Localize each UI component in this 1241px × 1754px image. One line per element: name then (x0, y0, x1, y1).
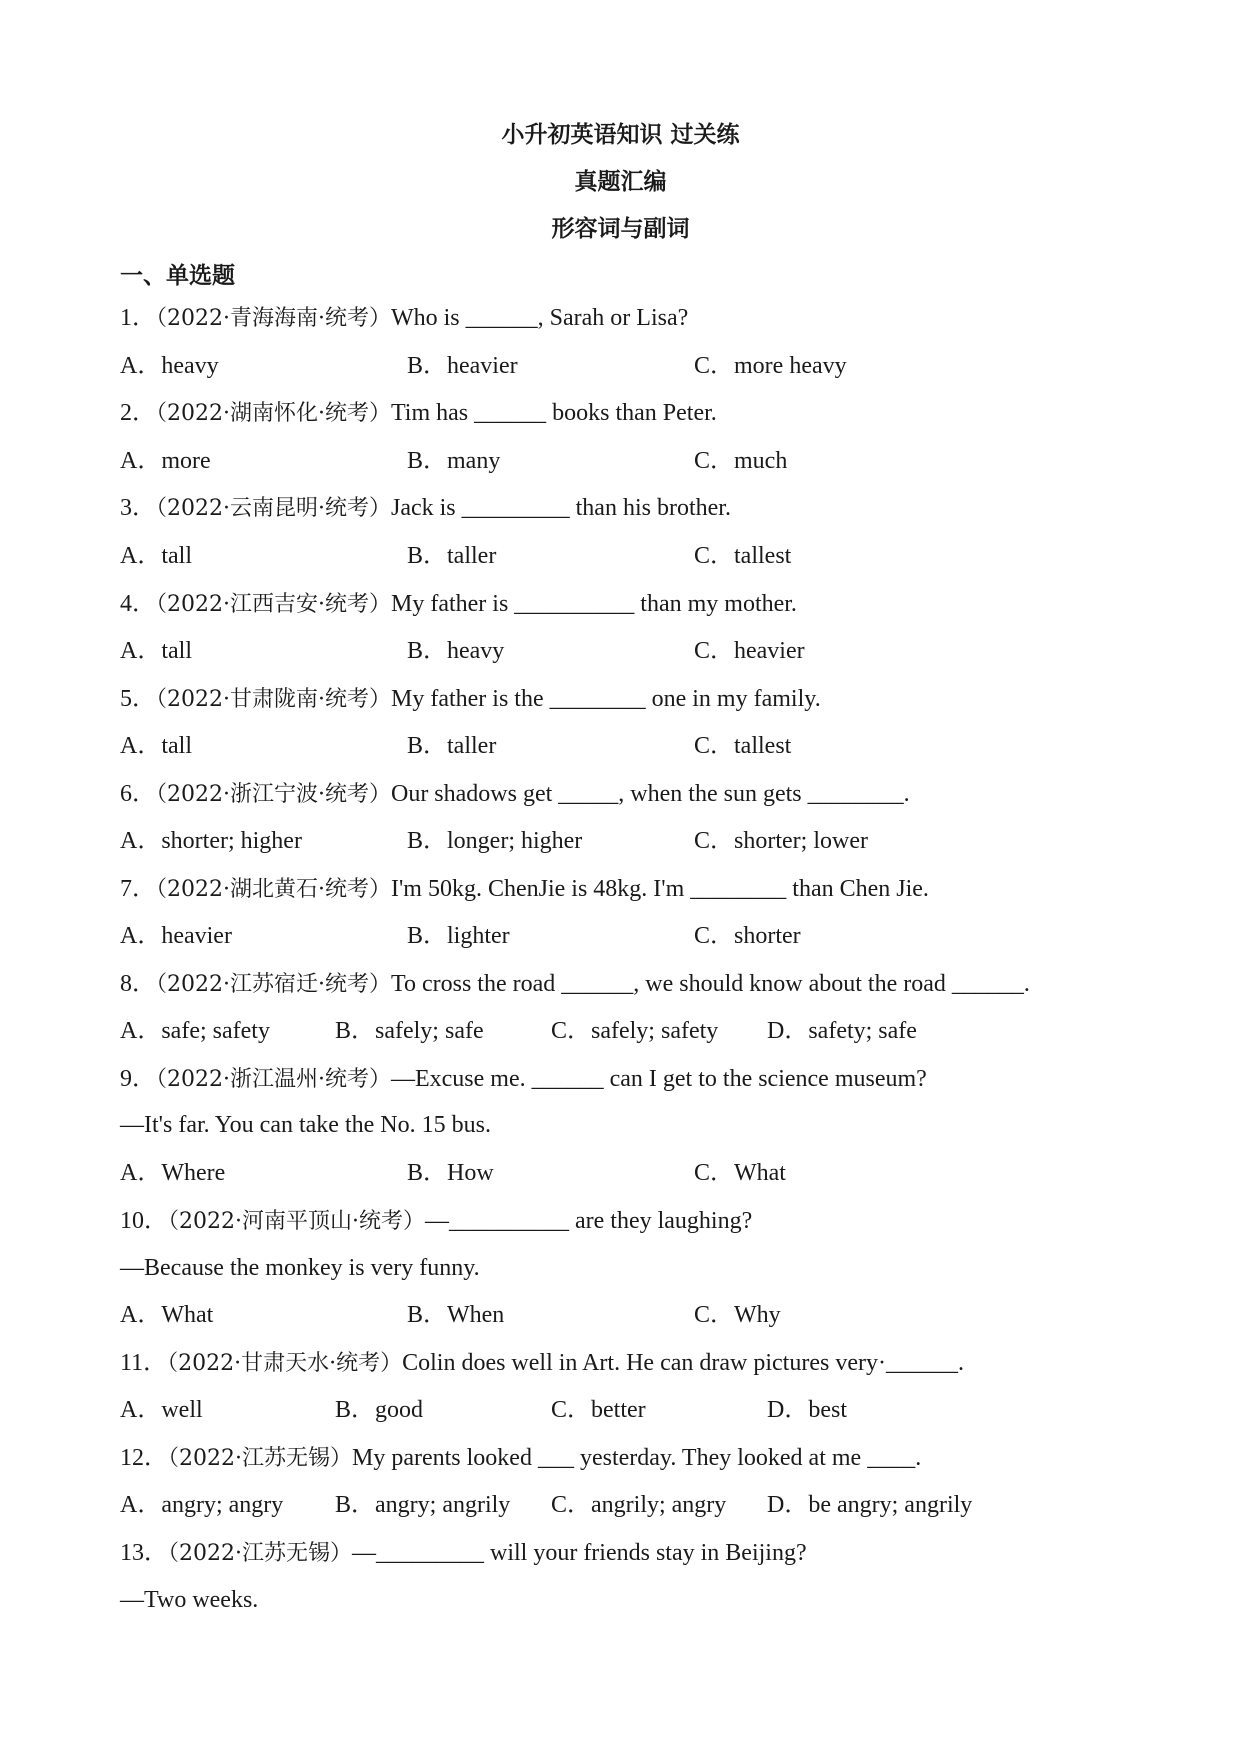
question-source: （2022·甘肃天水·统考） (167, 1351, 403, 1376)
option-c: C．better (551, 1397, 646, 1423)
question-10-reply: —Because the monkey is very funny. (120, 1255, 480, 1281)
question-stem: Tim has ______ books than Peter. (390, 400, 717, 426)
option-c: C．safely; safety (551, 1018, 719, 1044)
question-4 (120, 589, 797, 620)
question-stem: Who is ______, Sarah or Lisa? (390, 305, 689, 331)
option-c: C．Why (694, 1302, 781, 1328)
question-13 (120, 1538, 807, 1569)
option-b: B．heavy (407, 638, 505, 664)
option-a: A．more (120, 448, 211, 474)
option-c: C．tallest (694, 733, 792, 759)
option-a: A．heavier (120, 923, 232, 949)
option-c: C．more heavy (694, 353, 847, 379)
question-number: 1． (120, 305, 156, 331)
question-9-reply: —It's far. You can take the No. 15 bus. (120, 1112, 491, 1138)
option-a: A．tall (120, 733, 192, 759)
option-b: B．longer; higher (407, 828, 583, 854)
option-a: A．shorter; higher (120, 828, 302, 854)
option-d: D．safety; safe (767, 1018, 917, 1044)
question-source: （2022·河南平顶山·统考） (168, 1209, 425, 1234)
question-12 (120, 1443, 921, 1474)
question-stem: Colin does well in Art. He can draw pictures very·______. (402, 1350, 964, 1376)
document-subtitle: 真题汇编 (574, 169, 667, 195)
option-b: B．taller (407, 543, 497, 569)
question-stem: Our shadows get _____, when the sun gets ________. (390, 781, 910, 807)
option-c: C．much (694, 448, 788, 474)
question-stem: —_________ will your friends stay in Beijing? (351, 1540, 807, 1566)
option-b: B．safely; safe (335, 1018, 484, 1044)
option-a: A．What (120, 1302, 214, 1328)
question-number: 4． (120, 591, 156, 617)
question-number: 10． (120, 1208, 168, 1234)
question-stem: To cross the road ______, we should know about the road ______. (390, 971, 1030, 997)
question-source: （2022·浙江宁波·统考） (156, 782, 391, 807)
option-a: A．heavy (120, 353, 219, 379)
question-7 (120, 874, 929, 905)
option-b: B．lighter (407, 923, 510, 949)
option-d: D．best (767, 1397, 847, 1423)
topic-title: 形容词与副词 (551, 216, 690, 242)
question-source: （2022·云南昆明·统考） (156, 496, 391, 521)
question-number: 9． (120, 1066, 156, 1092)
question-source: （2022·江苏无锡） (168, 1541, 352, 1566)
question-13-reply: —Two weeks. (120, 1587, 259, 1613)
option-b: B．many (407, 448, 501, 474)
question-8 (120, 969, 1030, 1000)
question-1 (120, 303, 688, 334)
option-c: C．angrily; angry (551, 1492, 727, 1518)
option-c: C．What (694, 1160, 786, 1186)
option-a: A．tall (120, 543, 192, 569)
question-number: 2． (120, 400, 156, 426)
document-title: 小升初英语知识 过关练 (501, 122, 740, 148)
question-number: 5． (120, 686, 156, 712)
option-c: C．shorter; lower (694, 828, 868, 854)
question-2 (120, 398, 717, 429)
option-a: A．Where (120, 1160, 226, 1186)
option-c: C．tallest (694, 543, 792, 569)
question-source: （2022·甘肃陇南·统考） (156, 687, 391, 712)
question-stem: Jack is _________ than his brother. (390, 495, 731, 521)
question-number: 7． (120, 876, 156, 902)
option-b: B．taller (407, 733, 497, 759)
question-9 (120, 1064, 927, 1095)
option-b: B．How (407, 1160, 494, 1186)
question-number: 13． (120, 1540, 168, 1566)
question-source: （2022·江苏无锡） (168, 1446, 352, 1471)
question-source: （2022·湖南怀化·统考） (156, 401, 391, 426)
question-source: （2022·湖北黄石·统考） (156, 877, 391, 902)
question-stem: I'm 50kg. ChenJie is 48kg. I'm ________ than Chen Jie. (390, 876, 929, 902)
option-a: A．angry; angry (120, 1492, 284, 1518)
question-source: （2022·江苏宿迁·统考） (156, 972, 391, 997)
option-a: A．safe; safety (120, 1018, 270, 1044)
question-number: 6． (120, 781, 156, 807)
question-source: （2022·江西吉安·统考） (156, 592, 391, 617)
question-5 (120, 684, 821, 715)
section-heading: 一、单选题 (120, 263, 235, 289)
option-b: B．When (407, 1302, 505, 1328)
option-b: B．angry; angrily (335, 1492, 511, 1518)
option-c: C．shorter (694, 923, 801, 949)
question-number: 11． (120, 1350, 168, 1376)
question-number: 12． (120, 1445, 168, 1471)
option-a: A．tall (120, 638, 192, 664)
question-stem: My father is __________ than my mother. (390, 591, 797, 617)
question-stem: My parents looked ___ yesterday. They looked at me ____. (351, 1445, 922, 1471)
option-d: D．be angry; angrily (767, 1492, 973, 1518)
question-10 (120, 1206, 752, 1237)
question-stem: —__________ are they laughing? (424, 1208, 753, 1234)
question-source: （2022·浙江温州·统考） (156, 1067, 391, 1092)
question-6 (120, 779, 910, 810)
option-c: C．heavier (694, 638, 805, 664)
option-b: B．good (335, 1397, 424, 1423)
option-a: A．well (120, 1397, 203, 1423)
question-stem: —Excuse me. ______ can I get to the science museum? (390, 1066, 927, 1092)
option-b: B．heavier (407, 353, 518, 379)
question-number: 8． (120, 971, 156, 997)
question-stem: My father is the ________ one in my family. (390, 686, 821, 712)
question-3 (120, 493, 731, 524)
question-11 (120, 1348, 964, 1379)
question-number: 3． (120, 495, 156, 521)
question-source: （2022·青海海南·统考） (156, 306, 391, 331)
